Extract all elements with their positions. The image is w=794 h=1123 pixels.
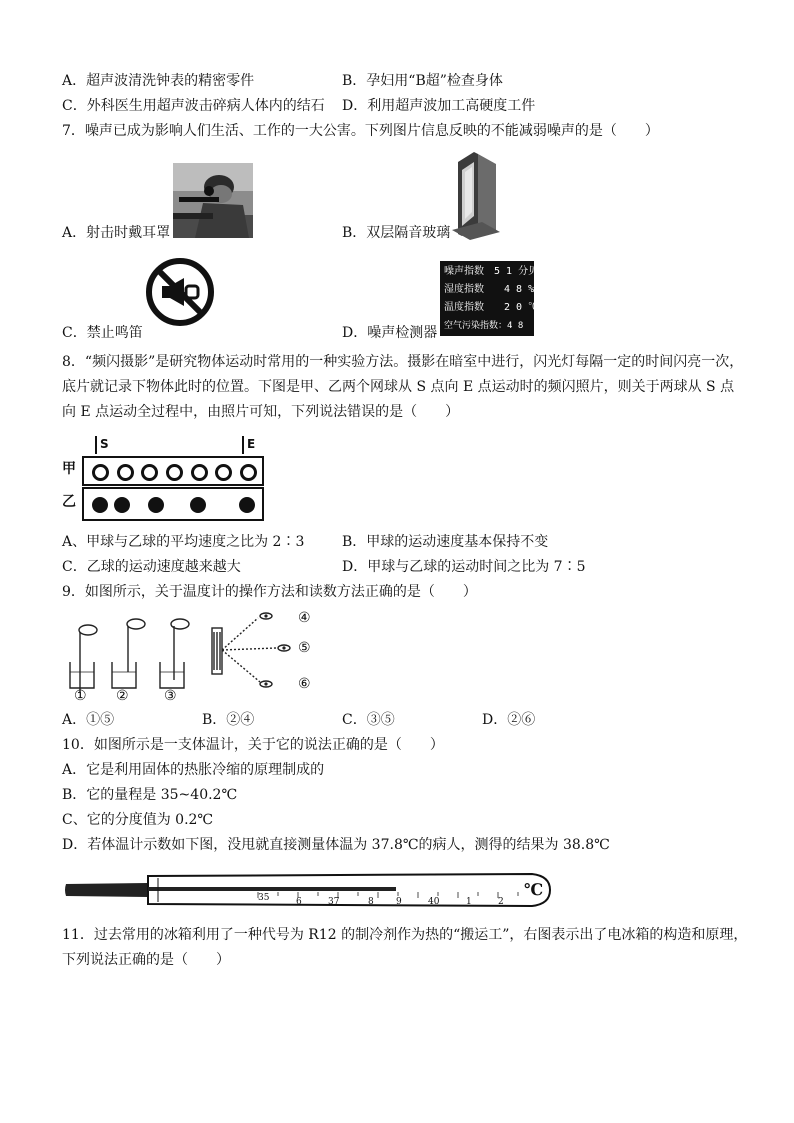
q8-option-b: B．甲球的运动速度基本保持不变	[342, 534, 549, 550]
q10-stem: 10．如图所示是一支体温计，关于它的说法正确的是（ ）	[62, 737, 444, 753]
q6-option-d: D．利用超声波加工高硬度工件	[342, 98, 536, 114]
q10-option-c: C、它的分度值为 0.2℃	[62, 812, 214, 828]
shooter-photo	[173, 163, 253, 238]
double-glazed-window-image	[452, 152, 500, 240]
tick-label: 40	[428, 897, 440, 907]
jia-ball-track	[82, 456, 264, 486]
q9-option-b: B．②④	[202, 712, 255, 728]
q8-option-d: D．甲球与乙球的运动时间之比为 7∶5	[342, 559, 586, 575]
q9-option-c: C．③⑤	[342, 712, 395, 728]
end-marker	[242, 436, 244, 454]
q6-option-a: A．超声波清洗钟表的精密零件	[62, 73, 255, 89]
jia-ball	[240, 464, 257, 481]
q7-stem: 7．噪声已成为影响人们生活、工作的一大公害。下列图片信息反映的不能减弱噪声的是（ ）	[62, 123, 659, 139]
start-label: S	[100, 437, 109, 451]
q9-option-a: A．①⑤	[62, 712, 115, 728]
yi-ball	[190, 497, 206, 513]
q6-option-b: B．孕妇用“B超”检查身体	[342, 73, 503, 89]
tick-label: 35	[258, 893, 270, 903]
jia-ball	[166, 464, 183, 481]
start-marker	[95, 436, 97, 454]
jia-ball	[92, 464, 109, 481]
yi-ball	[92, 497, 108, 513]
fig-label-6: ⑥	[298, 676, 311, 692]
q10-option-a: A．它是利用固体的热胀冷缩的原理制成的	[62, 762, 325, 778]
yi-ball	[239, 497, 255, 513]
q8-stem-line-1: 8．“频闪摄影”是研究物体运动时常用的一种实验方法。摄影在暗室中进行，闪光灯每隔一定的时间闪亮一次，	[62, 354, 744, 370]
monitor-pollution-row: 空气污染指数：4 8	[444, 321, 524, 331]
fig-label-1: ①	[74, 688, 87, 704]
q7-option-c: C．禁止鸣笛	[62, 325, 143, 341]
strobe-figure	[60, 432, 270, 522]
q7-option-b: B．双层隔音玻璃	[342, 225, 451, 241]
q10-option-b: B．它的量程是 35~40.2℃	[62, 787, 238, 803]
tick-label: 8	[368, 897, 374, 907]
q8-option-c: C．乙球的运动速度越来越大	[62, 559, 241, 575]
q9-option-d: D．②⑥	[482, 712, 536, 728]
tick-label: 37	[328, 897, 340, 907]
yi-ball	[148, 497, 164, 513]
monitor-temperature-row: 温度指数 2 0 ℃	[444, 302, 539, 313]
q7-option-a: A．射击时戴耳罩	[62, 225, 171, 241]
celsius-unit: ℃	[524, 880, 544, 899]
tick-label: 9	[396, 897, 402, 907]
jia-ball	[117, 464, 134, 481]
no-honking-sign-icon	[144, 256, 216, 328]
thermometer-usage-figure	[62, 612, 322, 708]
q11-stem-line-2: 下列说法正确的是（ ）	[62, 952, 230, 968]
fig-label-4: ④	[298, 610, 311, 626]
q6-option-c: C．外科医生用超声波击碎病人体内的结石	[62, 98, 325, 114]
q8-stem-line-3: 向 E 点运动全过程中，由照片可知，下列说法错误的是（ ）	[62, 404, 460, 420]
clinical-thermometer-image	[62, 870, 554, 910]
jia-ball	[215, 464, 232, 481]
fig-label-3: ③	[164, 688, 177, 704]
jia-ball	[141, 464, 158, 481]
yi-ball	[114, 497, 130, 513]
tick-label: 2	[498, 897, 504, 907]
jia-ball	[191, 464, 208, 481]
q8-option-a: A、甲球与乙球的平均速度之比为 2∶3	[62, 534, 305, 550]
q11-stem-line-1: 11．过去常用的冰箱利用了一种代号为 R12 的制冷剂作为热的“搬运工”，右图表示出了电冰箱的构造和原理，	[62, 927, 748, 943]
q9-stem: 9．如图所示，关于温度计的操作方法和读数方法正确的是（ ）	[62, 584, 477, 600]
fig-label-5: ⑤	[298, 640, 311, 656]
q10-option-d: D．若体温计示数如下图，没甩就直接测量体温为 37.8℃的病人，测得的结果为 38.8℃	[62, 837, 610, 853]
end-label: E	[247, 437, 256, 451]
monitor-noise-row: 噪声指数 5 1 分贝	[444, 266, 539, 277]
noise-monitor-display	[440, 261, 539, 336]
q8-stem-line-2: 底片就记录下物体此时的位置。下图是甲、乙两个网球从 S 点向 E 点运动时的频闪照片，则关于两球从 S 点	[62, 379, 735, 395]
row-label-yi: 乙	[62, 494, 76, 510]
yi-ball-track	[82, 487, 264, 521]
row-label-jia: 甲	[62, 461, 76, 477]
monitor-humidity-row: 湿度指数 4 8 %	[444, 284, 535, 295]
fig-label-2: ②	[116, 688, 129, 704]
tick-label: 1	[466, 897, 472, 907]
q7-option-d: D．噪声检测器	[342, 325, 438, 341]
tick-label: 6	[296, 897, 302, 907]
